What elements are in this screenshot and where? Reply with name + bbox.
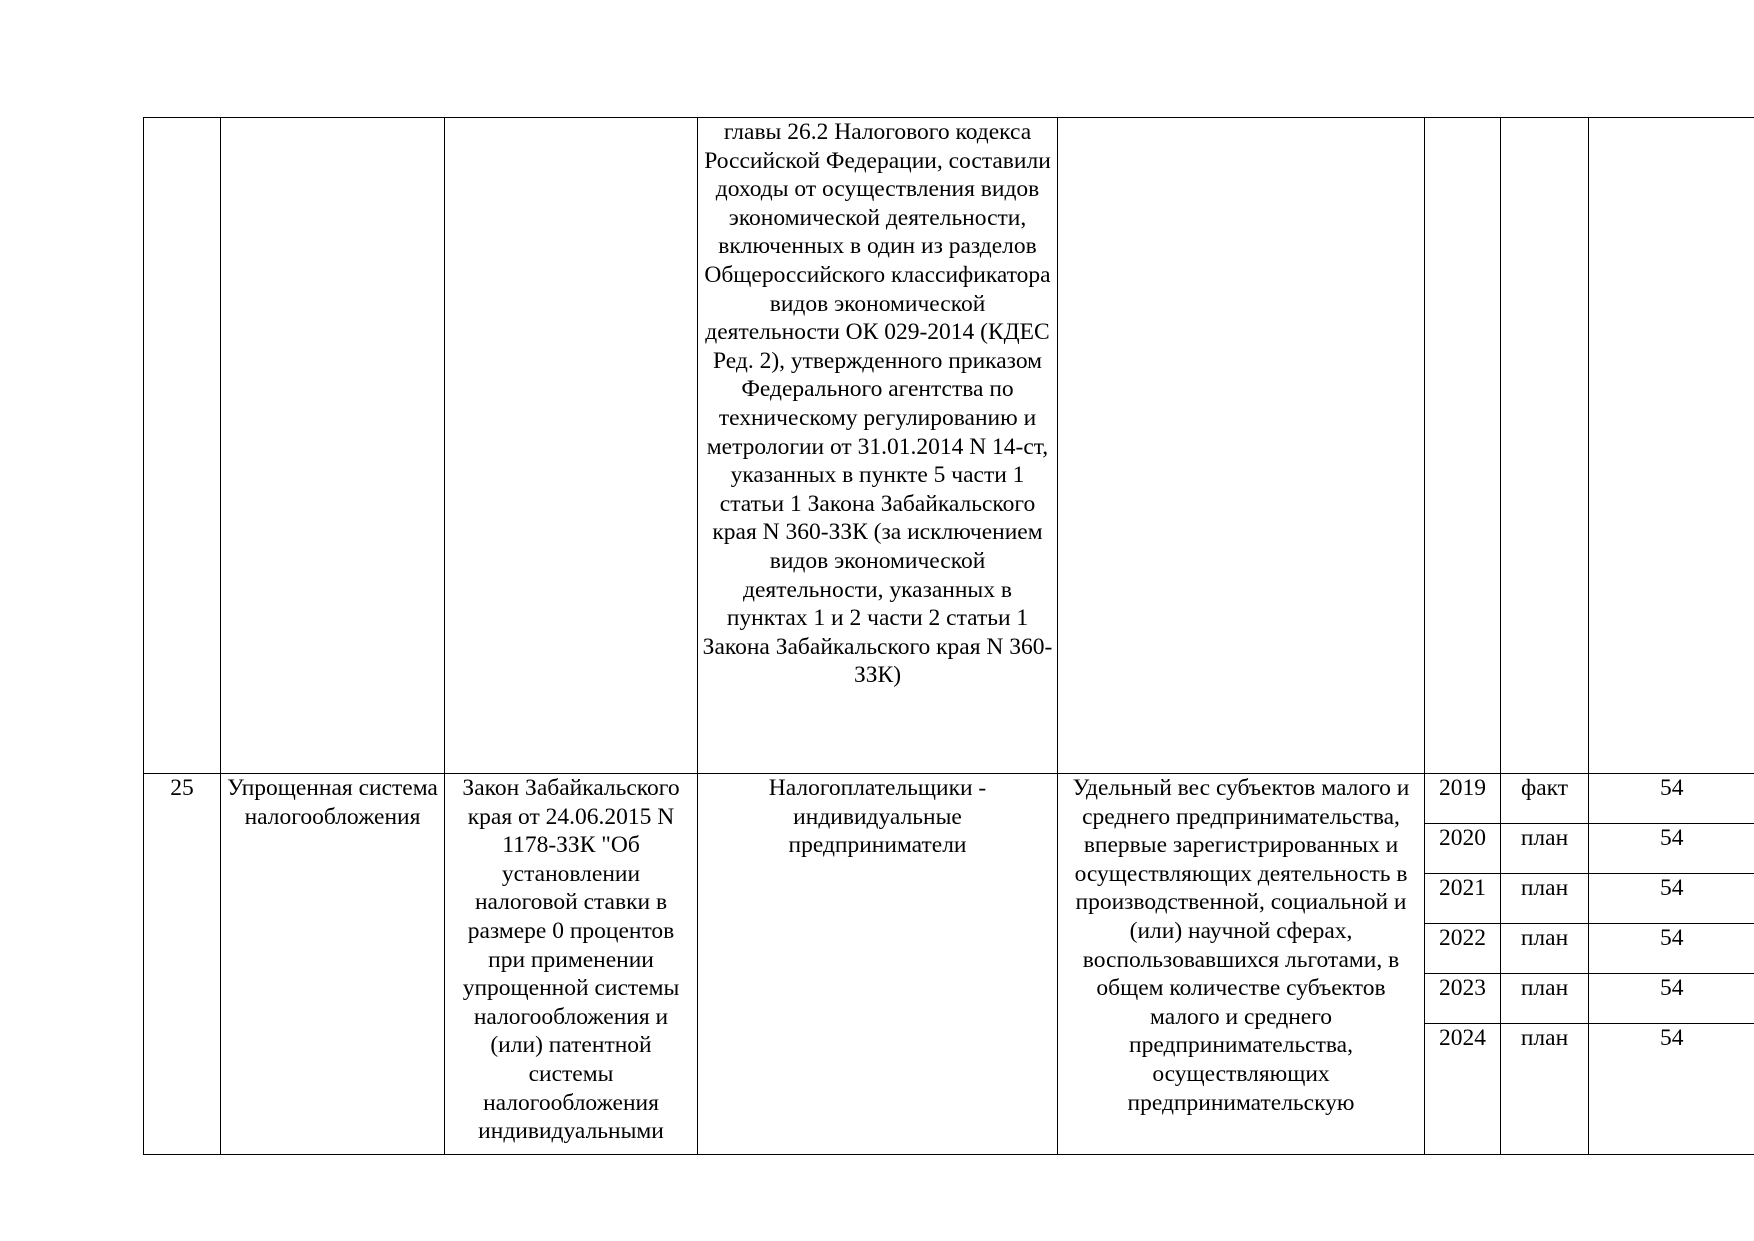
table-row-25: [144, 774, 1754, 824]
year-cell: 2022: [1425, 924, 1501, 974]
tax-benefits-table: [143, 117, 1754, 1155]
benefit-name: Упрощенная система налогообложения: [221, 774, 445, 1155]
cell-indicator: [1058, 118, 1425, 774]
year-cell: 2024: [1425, 1024, 1501, 1155]
recipients: Налогоплательщики - индивидуальные предприниматели: [698, 774, 1058, 1155]
cell-name: [221, 118, 445, 774]
row-number: 25: [144, 774, 221, 1155]
value-cell: 54: [1589, 1024, 1754, 1155]
type-cell: факт: [1501, 774, 1589, 824]
value-cell: 54: [1589, 874, 1754, 924]
type-cell: план: [1501, 874, 1589, 924]
value-cell: 54: [1589, 924, 1754, 974]
type-cell: план: [1501, 974, 1589, 1024]
year-cell: 2020: [1425, 824, 1501, 874]
year-cell: 2019: [1425, 774, 1501, 824]
table-row-continuation: [144, 118, 1754, 774]
cell-law: [445, 118, 698, 774]
legal-act: Закон Забайкальского края от 24.06.2015 N 1178-ЗЗК "Об установлении налоговой ставки в размере 0 процентов при применении упрощенной системы налогообложения и (или) патентной системы налогообложения индивидуальными: [445, 774, 698, 1155]
type-cell: план: [1501, 1024, 1589, 1155]
value-cell: 54: [1589, 774, 1754, 824]
type-cell: план: [1501, 924, 1589, 974]
cell-type: [1501, 118, 1589, 774]
cell-number: [144, 118, 221, 774]
cell-description: главы 26.2 Налогового кодекса Российской Федерации, составили доходы от осуществления видов экономической деятельности, включенных в один из разделов Общероссийского классификатора видов экономической деятельности ОК 029-2014 (КДЕС Ред. 2), утвержденного приказом Федерального агентства по техническому регулированию и метрологии от 31.01.2014 N 14-ст, указанных в пункте 5 части 1 статьи 1 Закона Забайкальского края N 360-ЗЗК (за исключением видов экономической деятельности, указанных в пунктах 1 и 2 части 2 статьи 1 Закона Забайкальского края N 360-ЗЗК): [698, 118, 1058, 774]
cell-year: [1425, 118, 1501, 774]
year-cell: 2023: [1425, 974, 1501, 1024]
cell-value: [1589, 118, 1754, 774]
value-cell: 54: [1589, 824, 1754, 874]
target-indicator: Удельный вес субъектов малого и среднего предпринимательства, впервые зарегистрированных и осуществляющих деятельность в производственной, социальной и (или) научной сферах, воспользовавшихся льготами, в общем количестве субъектов малого и среднего предпринимательства, осуществляющих предпринимательскую: [1058, 774, 1425, 1155]
year-cell: 2021: [1425, 874, 1501, 924]
type-cell: план: [1501, 824, 1589, 874]
value-cell: 54: [1589, 974, 1754, 1024]
